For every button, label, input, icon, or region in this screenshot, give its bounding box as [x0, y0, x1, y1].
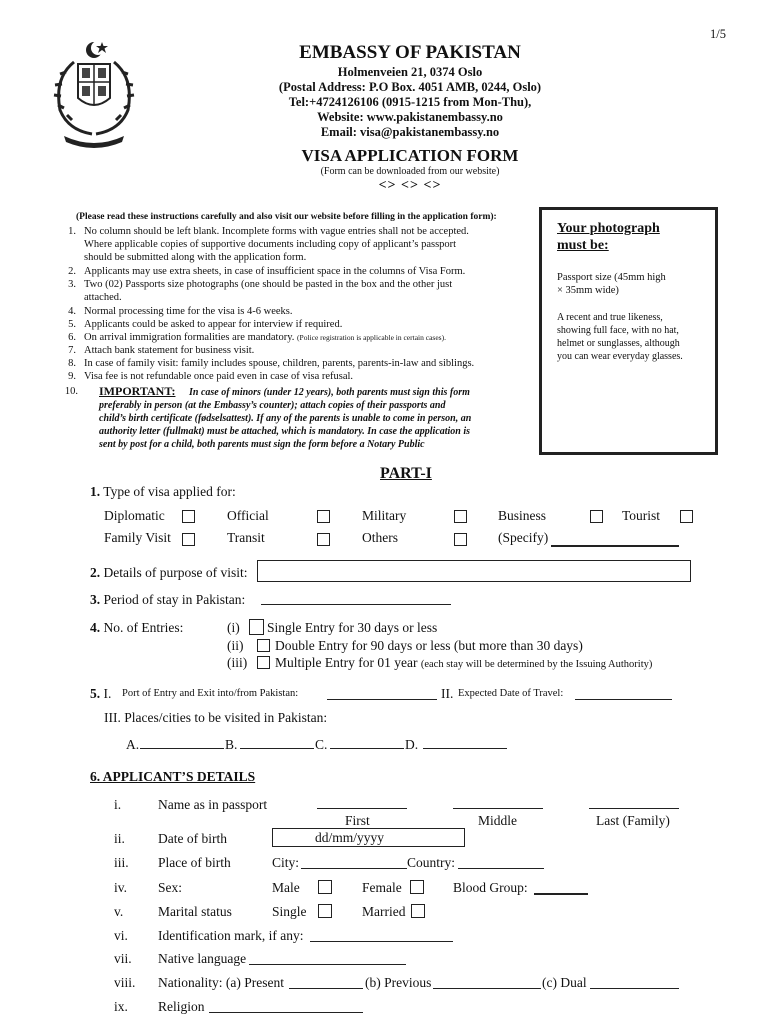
- visa-tourist-checkbox[interactable]: [680, 510, 693, 523]
- religion-field[interactable]: [209, 1012, 363, 1013]
- language-field[interactable]: [249, 964, 406, 965]
- female-checkbox[interactable]: [410, 880, 424, 894]
- sex-label: Sex:: [158, 880, 183, 895]
- nationality-label: Nationality: (a) Present: [158, 975, 284, 990]
- entry-double-checkbox[interactable]: [257, 639, 270, 652]
- city-label: City:: [272, 855, 300, 870]
- visa-specify-label: (Specify): [498, 530, 549, 545]
- part-title: PART-I: [380, 465, 432, 482]
- visa-transit-checkbox[interactable]: [317, 533, 330, 546]
- visa-transit-label: Transit: [227, 530, 265, 545]
- photo-size-2: × 35mm wide): [557, 285, 619, 296]
- download-note: (Form can be downloaded from our website): [320, 166, 500, 177]
- row-i: i.: [114, 797, 122, 812]
- visa-business-label: Business: [498, 508, 547, 523]
- dob-label: Date of birth: [158, 831, 227, 846]
- visa-tourist-label: Tourist: [622, 508, 661, 523]
- row-vi: vi.: [114, 928, 128, 943]
- visa-official-label: Official: [227, 508, 269, 523]
- visa-family-checkbox[interactable]: [182, 533, 195, 546]
- married-label: Married: [362, 904, 406, 919]
- visa-business-checkbox[interactable]: [590, 510, 603, 523]
- instructions-heading: (Please read these instructions carefully and also visit our website before filling in the application form):: [76, 212, 497, 222]
- blood-group-field[interactable]: [534, 893, 588, 895]
- row-vii: vii.: [114, 951, 132, 966]
- period-of-stay-field[interactable]: [261, 604, 451, 605]
- website: Website: www.pakistanembassy.no: [317, 110, 503, 124]
- port-of-entry-field[interactable]: [327, 699, 437, 700]
- entry-double-roman: (ii): [227, 638, 244, 653]
- entry-single-checkbox[interactable]: [249, 619, 264, 635]
- photo-size-1: Passport size (45mm high: [557, 272, 666, 283]
- visa-family-label: Family Visit: [104, 530, 171, 545]
- visa-others-checkbox[interactable]: [454, 533, 467, 546]
- marital-label: Marital status: [158, 904, 232, 919]
- nationality-dual-label: (c) Dual: [542, 975, 587, 990]
- visa-diplomatic-checkbox[interactable]: [182, 510, 195, 523]
- row-iii: iii.: [114, 855, 129, 870]
- embassy-address: Holmenveien 21, 0374 Oslo: [337, 65, 483, 79]
- entry-single-roman: (i): [227, 620, 240, 635]
- photo-box[interactable]: Your photograph must be: Passport size (45mm high × 35mm wide) A recent and true likeness, showing full face, with no hat, helmet or sunglasses, although you can wear everyday glasses.: [539, 207, 718, 455]
- entry-double-label: Double Entry for 90 days or less (but more than 30 days): [275, 638, 583, 653]
- row-ii: ii.: [114, 831, 125, 846]
- photo-title-1: Your photograph: [557, 221, 660, 236]
- language-label: Native language: [158, 951, 247, 966]
- female-label: Female: [362, 880, 402, 895]
- name-label: Name as in passport: [158, 797, 268, 812]
- last-label: Last (Family): [596, 813, 670, 828]
- male-checkbox[interactable]: [318, 880, 332, 894]
- nationality-present-field[interactable]: [289, 988, 363, 989]
- last-name-field[interactable]: [589, 808, 679, 809]
- visa-official-checkbox[interactable]: [317, 510, 330, 523]
- nationality-dual-field[interactable]: [590, 988, 679, 989]
- place-c-field[interactable]: [330, 748, 404, 749]
- single-checkbox[interactable]: [318, 904, 332, 918]
- pob-label: Place of birth: [158, 855, 231, 870]
- country-field[interactable]: [458, 868, 544, 869]
- place-b-field[interactable]: [240, 748, 314, 749]
- ornament: <> <> <>: [378, 178, 442, 193]
- id-mark-label: Identification mark, if any:: [158, 928, 304, 943]
- row-ix: ix.: [114, 999, 128, 1014]
- port-of-entry-label: Port of Entry and Exit into/from Pakistan:: [122, 688, 299, 699]
- form-title: VISA APPLICATION FORM: [301, 146, 519, 165]
- instructions-list: 1. No column should be left blank. Incomplete forms with vague entries shall not be accepted. Where applicable copies of supportive documents including copy of applicant’s passport should be submitted along with the application form. 2. Applicants may use extra sheets, in case of insufficient space in the columns of Visa Form. 3. Two (02) Passports size photographs (one should be pasted in the box and the other just attached. 4. Normal processing time for the visa is 4-6 weeks. 5. Applicants could be asked to appear for interview if required. 6. On arrival immigration formalities are mandatory. (Police registration is applicable in certain cases). 7. Attach bank statement for business visit. 8. In case of family visit: family includes spouse, children, parents, parents-in-law and siblings. 9. Visa fee is not refundable once paid even in case of visa refusal. 10. IMPORTANT: In case of minors (under 12 years), both parents must sign this form preferably in person (at the Embassy’s counter); attach copies of their passports and child’s birth certificate (fødselsattest). If any of the parents is unable to come in person, an authority letter (fullmakt) must be attached, which is mandatory. In case the application is sent by post for a child, both parents must sign the form before a Notary Public: [64, 226, 475, 450]
- dob-placeholder: dd/mm/yyyy: [315, 830, 385, 845]
- single-label: Single: [272, 904, 307, 919]
- visa-military-checkbox[interactable]: [454, 510, 467, 523]
- place-b-label: B.: [225, 737, 238, 752]
- id-mark-field[interactable]: [310, 941, 453, 942]
- row-viii: viii.: [114, 975, 136, 990]
- row-iv: iv.: [114, 880, 127, 895]
- country-label: Country:: [407, 855, 456, 870]
- religion-label: Religion: [158, 999, 205, 1014]
- middle-label: Middle: [478, 813, 517, 828]
- q5-ii-roman: II.: [441, 686, 454, 701]
- place-c-label: C.: [315, 737, 328, 752]
- places-label: III. Places/cities to be visited in Pakistan:: [104, 710, 328, 725]
- postal-address: (Postal Address: P.O Box. 4051 AMB, 0244, Oslo): [278, 80, 542, 94]
- dob-input[interactable]: [272, 828, 465, 847]
- place-a-field[interactable]: [140, 748, 224, 749]
- row-v: v.: [114, 904, 124, 919]
- q2-label: 2. Details of purpose of visit:: [90, 565, 248, 580]
- male-label: Male: [272, 880, 300, 895]
- travel-date-label: Expected Date of Travel:: [458, 688, 564, 699]
- purpose-input[interactable]: [257, 560, 691, 582]
- q5-label: 5. I.: [90, 686, 112, 701]
- visa-diplomatic-label: Diplomatic: [104, 508, 165, 523]
- coat-of-arms-emblem: [44, 38, 144, 150]
- place-d-label: D.: [405, 737, 419, 752]
- blood-group-label: Blood Group:: [453, 880, 528, 895]
- travel-date-field[interactable]: [575, 699, 672, 700]
- q1-label: 1. Type of visa applied for:: [90, 484, 236, 499]
- q3-label: 3. Period of stay in Pakistan:: [90, 592, 246, 607]
- page-number: 1/5: [710, 27, 726, 41]
- nationality-previous-field[interactable]: [433, 988, 541, 989]
- entry-multiple-roman: (iii): [227, 655, 248, 670]
- place-d-field[interactable]: [423, 748, 507, 749]
- photo-title-2: must be:: [557, 238, 609, 253]
- email: Email: visa@pakistanembassy.no: [320, 125, 500, 139]
- first-label: First: [345, 813, 370, 828]
- entry-multiple-checkbox[interactable]: [257, 656, 270, 669]
- applicant-details-heading: 6. APPLICANT’S DETAILS: [90, 769, 256, 784]
- embassy-title: EMBASSY OF PAKISTAN: [299, 42, 521, 63]
- visa-others-label: Others: [362, 530, 398, 545]
- visa-military-label: Military: [362, 508, 407, 523]
- place-a-label: A.: [126, 737, 140, 752]
- q4-label: 4. No. of Entries:: [90, 620, 184, 635]
- city-field[interactable]: [301, 868, 407, 869]
- married-checkbox[interactable]: [411, 904, 425, 918]
- telephone: Tel:+4724126106 (0915-1215 from Mon-Thu),: [288, 95, 532, 109]
- entry-single-label: Single Entry for 30 days or less: [267, 620, 438, 635]
- first-name-field[interactable]: [317, 808, 407, 809]
- nationality-previous-label: (b) Previous: [365, 975, 432, 990]
- entry-multiple-label: Multiple Entry for 01 year (each stay will be determined by the Issuing Authority): [275, 655, 653, 670]
- middle-name-field[interactable]: [453, 808, 543, 809]
- visa-specify-field[interactable]: [551, 545, 679, 547]
